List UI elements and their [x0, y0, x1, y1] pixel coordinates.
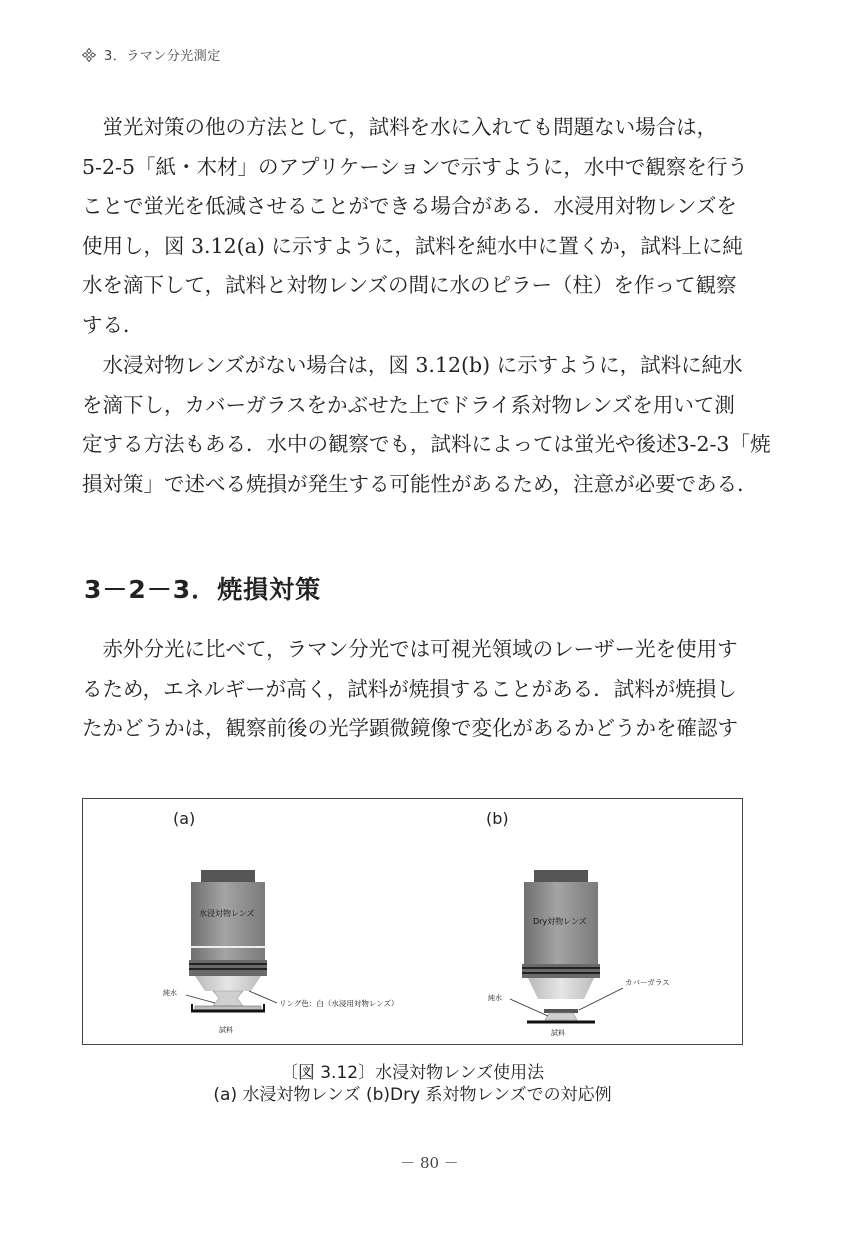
panel-b-cover-label: カバーガラス: [625, 978, 670, 987]
panel-a-ring-label: リング色：白（水浸用対物レンズ）: [279, 999, 399, 1008]
running-header: [82, 45, 221, 64]
text-line: 定する方法もある．水中の観察でも，試料によっては蛍光や後述3-2-3「焼: [82, 432, 771, 456]
paragraph-fluorescence-water: [82, 108, 746, 345]
section-heading: 3－2－3．焼損対策: [84, 575, 322, 604]
header-title: 3．ラマン分光測定: [104, 49, 221, 64]
text-line: 水浸対物レンズがない場合は，図 3.12(b) に示すように，試料に純水: [82, 353, 743, 377]
text-line: 損対策」で述べる焼損が発生する可能性があるため，注意が必要である．: [82, 471, 758, 496]
text-line: たかどうかは，観察前後の光学顕微鏡像で変化があるかどうかを確認す: [82, 716, 738, 740]
panel-b-water-label: 純水: [488, 994, 502, 1002]
text-line: ことで蛍光を低減させることができる場合がある．水浸用対物レンズを: [82, 194, 737, 218]
cover-glass: [544, 1009, 578, 1013]
text-line: 水を滴下して，試料と対物レンズの間に水のピラー（柱）を作って観察: [82, 273, 737, 297]
objective-lens-dry: [522, 870, 600, 1022]
panel-a-water-label: 純水: [163, 989, 177, 997]
text-line: を滴下し，カバーガラスをかぶせた上でドライ系対物レンズを用いて測: [82, 392, 735, 417]
paragraph-burn-damage: [82, 630, 746, 749]
panel-a-label: (a): [173, 809, 196, 828]
page-number: － 80 －: [400, 1154, 459, 1172]
objective-lens-water-immersion: [189, 870, 267, 1011]
text-line: 使用し，図 3.12(a) に示すように，試料を純水中に置くか，試料上に純: [82, 233, 743, 258]
panel-b-label: (b): [486, 809, 509, 828]
water-pillar: [213, 991, 243, 1006]
paragraph-dry-lens: [82, 346, 771, 504]
panel-a-sample-label: 試料: [219, 1026, 233, 1034]
text-line: るため，エネルギーが高く，試料が焼損することがある．試料が焼損し: [82, 676, 737, 701]
text-line: 5-2-5「紙・木材」のアプリケーションで示すように，水中で観察を行う: [82, 154, 748, 179]
text-line: 赤外分光に比べて，ラマン分光では可視光領域のレーザー光を使用す: [82, 637, 738, 661]
figure-3-12: [82, 798, 743, 1045]
diamond-ornament-icon: [82, 48, 96, 62]
panel-a-lens-label: 水浸対物レンズ: [199, 909, 255, 918]
figure-caption-title: 〔図 3.12〕水浸対物レンズ使用法: [280, 1063, 545, 1083]
panel-b-lens-label: Dry対物レンズ: [533, 917, 587, 926]
text-line: する．: [82, 312, 144, 337]
figure-caption-subtitle: (a) 水浸対物レンズ (b)Dry 系対物レンズでの対応例: [213, 1085, 612, 1105]
water-drop: [545, 1013, 577, 1020]
text-line: 蛍光対策の他の方法として，試料を水に入れても問題ない場合は，: [82, 115, 718, 139]
figure-illustration: [83, 799, 744, 1046]
panel-b-sample-label: 試料: [551, 1029, 565, 1037]
